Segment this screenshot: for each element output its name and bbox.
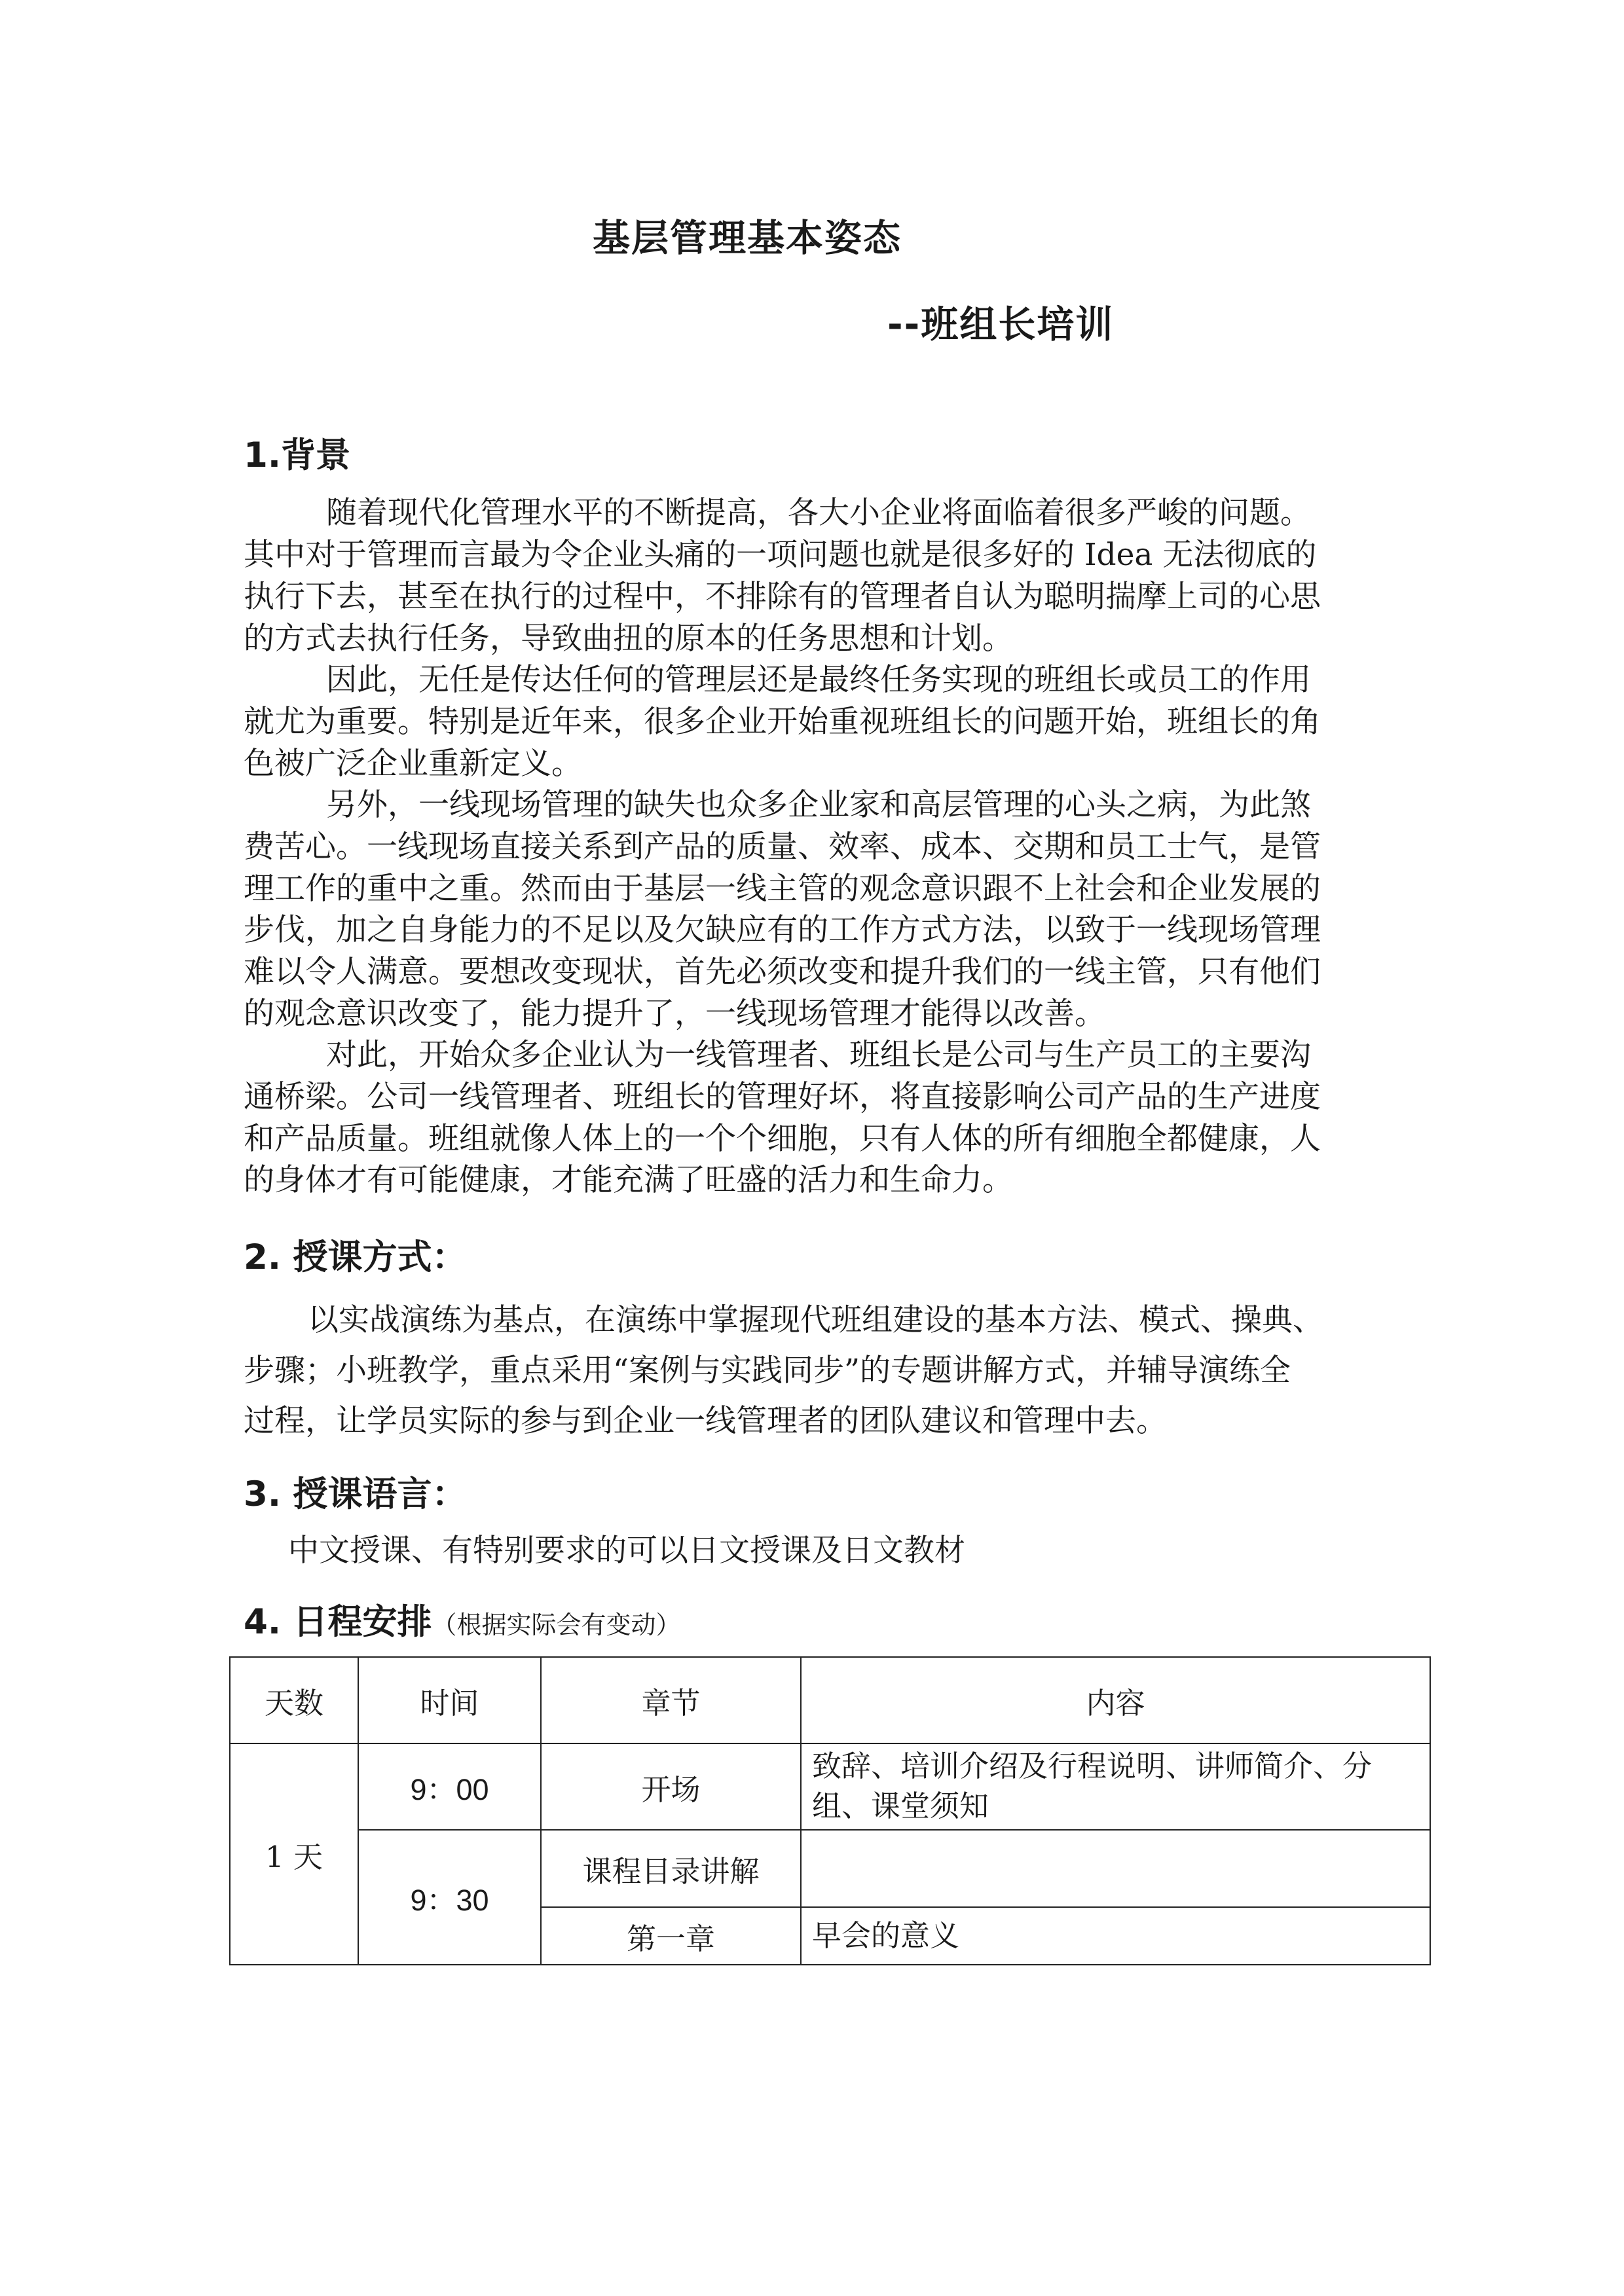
column-header-chapter: 章节 — [541, 1657, 801, 1743]
paragraph-line: 通桥梁。公司一线管理者、班组长的管理好坏，将直接影响公司产品的生产进度 — [244, 1079, 1321, 1115]
paragraph-line: 执行下去，甚至在执行的过程中，不排除有的管理者自认为聪明揣摩上司的心思 — [244, 579, 1321, 615]
schedule-heading-note: （根据实际会有变动） — [432, 1611, 681, 1639]
column-header-time: 时间 — [358, 1657, 541, 1743]
column-header-day: 天数 — [230, 1657, 358, 1743]
paragraph-line: 中文授课、有特别要求的可以日文授课及日文教材 — [288, 1533, 965, 1569]
schedule-heading-text: 4. 日程安排 — [244, 1602, 432, 1642]
paragraph-line: 其中对于管理而言最为令企业头痛的一项问题也就是很多好的 Idea 无法彻底的 — [244, 537, 1317, 573]
paragraph-line: 理工作的重中之重。然而由于基层一线主管的观念意识跟不上社会和企业发展的 — [244, 871, 1321, 907]
section-heading-method: 2. 授课方式： — [244, 1237, 467, 1277]
column-header-content: 内容 — [801, 1657, 1430, 1743]
day-cell: 1 天 — [230, 1743, 358, 1965]
time-cell: 9：00 — [358, 1743, 541, 1830]
chapter-cell: 第一章 — [541, 1907, 801, 1965]
schedule-table — [229, 1656, 1431, 1965]
paragraph-line: 色被广泛企业重新定义。 — [244, 746, 582, 782]
paragraph-line: 对此，开始众多企业认为一线管理者、班组长是公司与生产员工的主要沟 — [326, 1037, 1311, 1073]
paragraph-line: 随着现代化管理水平的不断提高，各大小企业将面临着很多严峻的问题。 — [326, 495, 1311, 531]
table-row — [230, 1743, 1430, 1830]
chapter-cell: 开场 — [541, 1743, 801, 1830]
content-cell — [801, 1830, 1430, 1907]
section-heading-background: 1.背景 — [244, 435, 351, 475]
section-heading-language: 3. 授课语言： — [244, 1474, 467, 1514]
paragraph-line: 以实战演练为基点，在演练中掌握现代班组建设的基本方法、模式、操典、 — [308, 1302, 1323, 1338]
content-cell: 早会的意义 — [801, 1907, 1430, 1965]
table-header-row — [230, 1657, 1430, 1743]
paragraph-line: 和产品质量。班组就像人体上的一个个细胞，只有人体的所有细胞全都健康，人 — [244, 1121, 1321, 1157]
table-row — [230, 1830, 1430, 1907]
paragraph-line: 费苦心。一线现场直接关系到产品的质量、效率、成本、交期和员工士气，是管 — [244, 829, 1321, 865]
paragraph-line: 的身体才有可能健康，才能充满了旺盛的活力和生命力。 — [244, 1162, 1013, 1198]
content-cell: 致辞、培训介绍及行程说明、讲师简介、分组、课堂须知 — [801, 1743, 1430, 1830]
paragraph-line: 难以令人满意。要想改变现状，首先必须改变和提升我们的一线主管，只有他们 — [244, 954, 1321, 990]
paragraph-line: 步骤；小班教学，重点采用“案例与实践同步”的专题讲解方式，并辅导演练全 — [244, 1353, 1291, 1389]
time-cell: 9：30 — [358, 1830, 541, 1965]
section-heading-schedule — [244, 1594, 680, 1644]
document-title: 基层管理基本姿态 — [593, 217, 902, 260]
paragraph-line: 因此，无任是传达任何的管理层还是最终任务实现的班组长或员工的作用 — [326, 662, 1311, 698]
paragraph-line: 就尤为重要。特别是近年来，很多企业开始重视班组长的问题开始，班组长的角 — [244, 704, 1321, 740]
document-subtitle: --班组长培训 — [887, 303, 1115, 346]
paragraph-line: 步伐，加之自身能力的不足以及欠缺应有的工作方式方法，以致于一线现场管理 — [244, 912, 1321, 948]
paragraph-line: 的观念意识改变了，能力提升了，一线现场管理才能得以改善。 — [244, 996, 1105, 1032]
paragraph-line: 的方式去执行任务，导致曲扭的原本的任务思想和计划。 — [244, 621, 1013, 657]
paragraph-line: 过程，让学员实际的参与到企业一线管理者的团队建议和管理中去。 — [244, 1403, 1167, 1439]
chapter-cell: 课程目录讲解 — [541, 1830, 801, 1907]
paragraph-line: 另外，一线现场管理的缺失也众多企业家和高层管理的心头之病，为此煞 — [326, 787, 1311, 823]
